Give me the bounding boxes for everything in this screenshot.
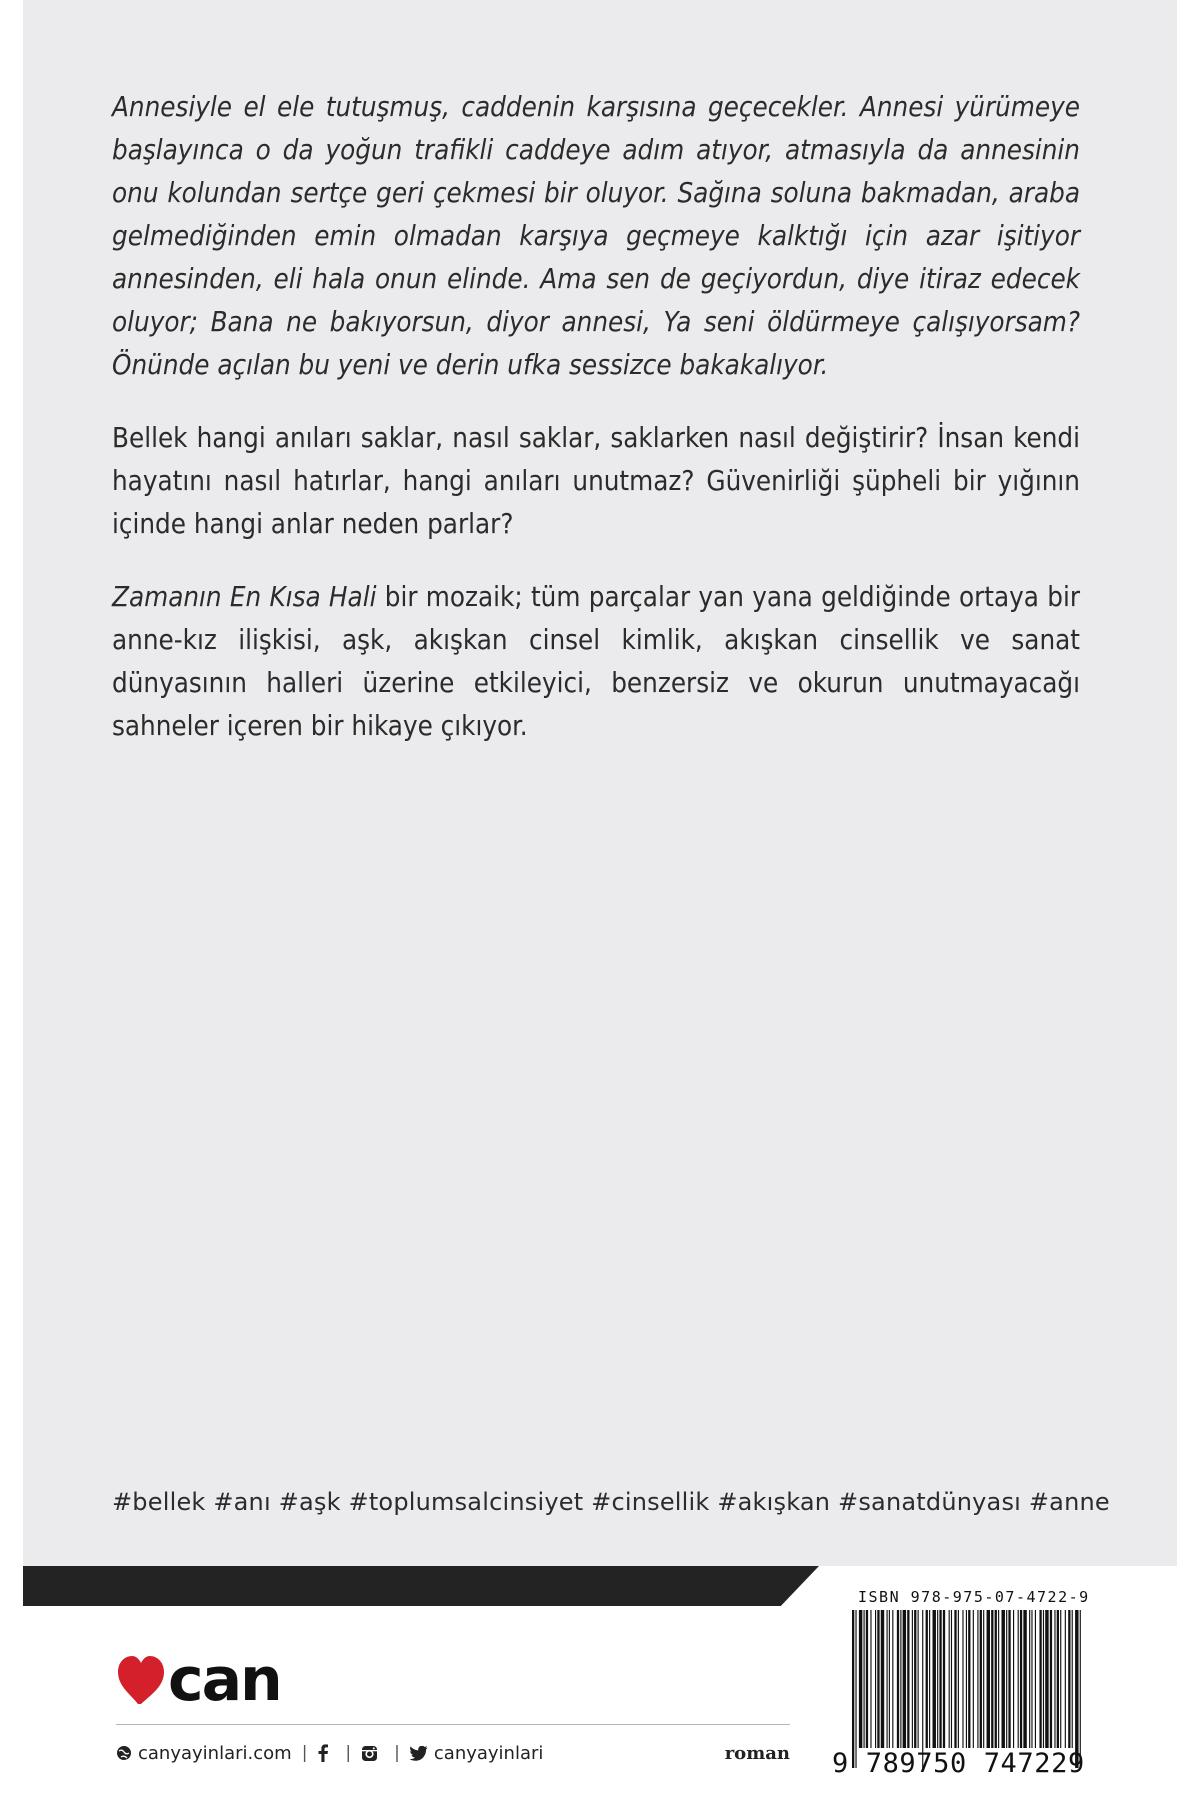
barcode-bar <box>903 1610 906 1748</box>
barcode-bar <box>852 1610 854 1768</box>
publisher-logo <box>116 1648 306 1708</box>
barcode-bar <box>859 1610 862 1748</box>
description-paragraph <box>112 576 1080 748</box>
barcode-bar <box>1023 1610 1026 1748</box>
barcode-bar <box>987 1610 990 1748</box>
barcode-bar <box>977 1610 978 1748</box>
barcode-bar <box>1080 1610 1081 1768</box>
excerpt-paragraph: Annesiyle el ele tutuşmuş, caddenin karşısına geçecekler. Annesi yürümeye başlayınca o da yoğun trafikli caddeye adım atıyor, atmasıyla da annesinin onu kolundan sertçe geri çekmesi bir oluyor. Sağına soluna bakmadan, araba gelmediğinden emin olmadan karşıya geçmeye kalktığı için azar işitiyor annesinden, eli hala onun elinde. Ama sen de geçiyordun, diye itiraz edecek oluyor; Bana ne bakıyorsun, diyor annesi, Ya seni öldürmeye çalışıyorsam? Önünde açılan bu yeni ve derin ufka sessizce bakakalıyor. <box>112 91 1080 381</box>
barcode-bar <box>866 1610 868 1748</box>
barcode-bar <box>875 1610 876 1748</box>
barcode-bar <box>1060 1610 1061 1748</box>
barcode-bar <box>900 1610 901 1748</box>
barcode-bar <box>889 1610 890 1748</box>
barcode-bar <box>1054 1610 1055 1748</box>
barcode-bar <box>1068 1610 1070 1748</box>
barcode-bar <box>897 1610 899 1748</box>
description-text: bir mozaik; tüm parçalar yan yana geldiğinde ortaya bir anne-kız ilişkisi, aşk, akışkan cinsel kimlik, akışkan cinsellik ve sanat dünyasının halleri üzerine etkileyici, benzersiz ve okurun unutmayacağı sahneler içeren bir hikaye çıkıyor. <box>112 581 1080 742</box>
barcode-digits: 9 789750 747229 <box>832 1748 1085 1779</box>
barcode-bar <box>1039 1610 1041 1748</box>
barcode-bar <box>1008 1610 1010 1748</box>
barcode-bar <box>892 1610 893 1748</box>
barcode-bar <box>877 1610 879 1748</box>
barcode-bar <box>1043 1610 1044 1748</box>
blurb <box>112 86 1080 748</box>
dark-band <box>23 1566 819 1606</box>
barcode-bar <box>933 1610 936 1748</box>
barcode-bar <box>951 1610 952 1748</box>
barcode-bar <box>1045 1610 1048 1748</box>
barcode-bar <box>983 1610 984 1748</box>
heart-icon <box>118 1656 164 1704</box>
barcode-bar <box>914 1610 916 1748</box>
barcode-bar <box>864 1610 865 1748</box>
barcode-bar <box>1020 1610 1022 1748</box>
social-handle[interactable]: canyayinlari <box>433 1742 544 1764</box>
globe-icon <box>116 1745 132 1761</box>
question-paragraph: Bellek hangi anıları saklar, nasıl saklar, saklarken nasıl değiştirir? İnsan kendi hayatını nasıl hatırlar, hangi anıları unutmaz? Güvenirliği şüpheli bir yığının içinde hangi anlar neden parlar? <box>112 422 1080 540</box>
logo-wordmark: can <box>168 1648 281 1708</box>
barcode-bar <box>922 1610 923 1768</box>
barcode-bar <box>943 1610 945 1748</box>
barcode-bar <box>1031 1610 1032 1748</box>
barcode-bar <box>962 1610 963 1748</box>
book-title: Zamanın En Kısa Hali <box>112 581 377 613</box>
barcode-bar <box>966 1610 967 1748</box>
barcode-bar <box>887 1610 888 1748</box>
separator: | <box>345 1743 352 1763</box>
barcode-bar <box>980 1610 982 1748</box>
barcode-bar <box>907 1610 909 1748</box>
barcode-bar <box>926 1610 928 1748</box>
barcode-bar <box>937 1610 938 1748</box>
barcode-bar <box>954 1610 956 1748</box>
barcode-bar <box>1013 1610 1014 1748</box>
barcode-bar <box>1065 1610 1066 1748</box>
barcode-bar <box>929 1610 930 1748</box>
barcode-bar <box>968 1610 970 1748</box>
barcode-bar <box>1029 1610 1030 1748</box>
website-link[interactable]: canyayinlari.com <box>138 1742 292 1764</box>
instagram-icon[interactable] <box>361 1745 378 1762</box>
genre-label: roman <box>724 1742 790 1764</box>
barcode-bar <box>958 1610 959 1748</box>
barcode-bar <box>1035 1610 1036 1748</box>
barcode-bar <box>1018 1610 1019 1748</box>
barcode-bar <box>1006 1610 1007 1748</box>
barcode-bar <box>881 1610 884 1748</box>
barcode-bar <box>939 1610 941 1748</box>
barcode-bar <box>1072 1610 1073 1748</box>
separator: | <box>394 1743 400 1763</box>
barcode-bar <box>973 1610 974 1748</box>
barcode-bar <box>1002 1610 1005 1748</box>
barcode <box>852 1610 1082 1768</box>
footer-divider <box>116 1724 790 1725</box>
barcode-bar <box>855 1610 856 1768</box>
barcode-bar <box>949 1610 950 1748</box>
hashtags: #bellek #anı #aşk #toplumsalcinsiyet #cinsellik #akışkan #sanatdünyası #anne <box>112 1488 1110 1516</box>
barcode-bar <box>918 1610 919 1748</box>
barcode-bar <box>1057 1610 1059 1748</box>
barcode-bar <box>991 1610 993 1748</box>
barcode-bar <box>998 1610 999 1748</box>
isbn-label: ISBN 978-975-07-4722-9 <box>858 1588 1090 1606</box>
publisher-footer <box>116 1738 790 1768</box>
facebook-icon[interactable] <box>317 1744 329 1762</box>
barcode-bar <box>912 1610 913 1748</box>
barcode-bar <box>1050 1610 1052 1748</box>
twitter-icon[interactable] <box>410 1746 428 1761</box>
separator: | <box>301 1743 308 1763</box>
barcode-bar <box>870 1610 871 1748</box>
barcode-bar <box>995 1610 997 1748</box>
barcode-bar <box>1075 1610 1078 1768</box>
